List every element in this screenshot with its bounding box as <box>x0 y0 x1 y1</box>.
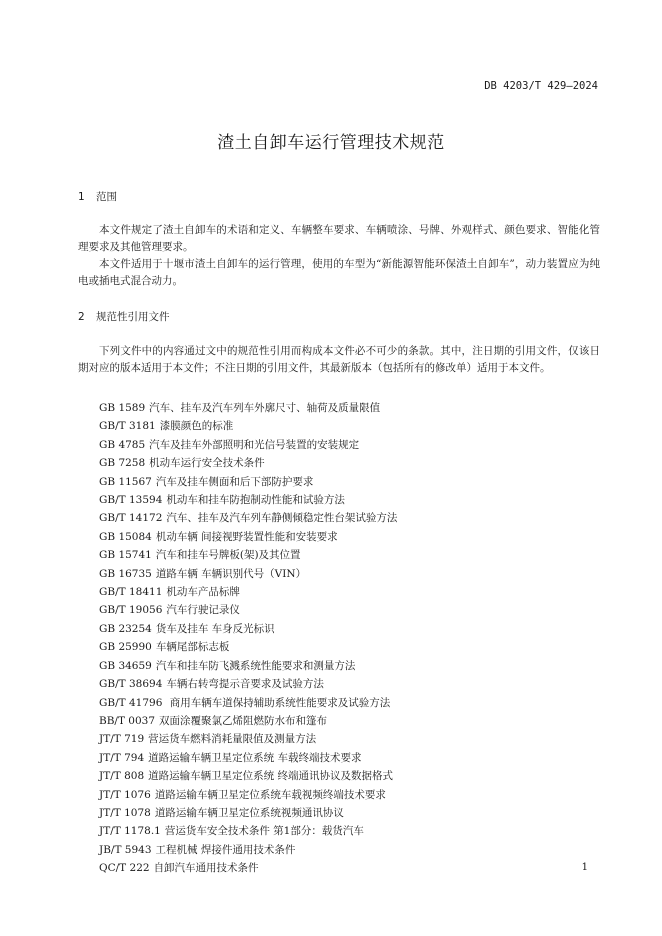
reference-code: GB/T 3181 <box>99 420 156 433</box>
reference-title: 营运货车燃料消耗量限值及测量方法 <box>148 733 317 746</box>
reference-item <box>99 565 397 583</box>
reference-title: 商用车辆车道保持辅助系统性能要求及试验方法 <box>166 696 391 709</box>
reference-code: GB 16735 <box>99 567 152 580</box>
reference-title: 汽车及挂车外部照明和光信号装置的安装规定 <box>149 438 360 451</box>
reference-title: 道路运输车辆卫星定位系统视频通讯协议 <box>154 806 344 819</box>
reference-title: 机动车和挂车防抱制动性能和试验方法 <box>166 494 345 507</box>
reference-item <box>99 767 397 785</box>
reference-title: 车辆右转弯提示音要求及试验方法 <box>166 678 324 691</box>
reference-title: 汽车行驶记录仪 <box>166 604 240 617</box>
reference-item <box>99 528 397 546</box>
reference-item <box>99 749 397 767</box>
reference-item <box>99 583 397 601</box>
reference-title: 自卸汽车通用技术条件 <box>153 862 259 875</box>
reference-title: 机动车产品标牌 <box>166 586 240 599</box>
reference-item <box>99 454 397 472</box>
page-number: 1 <box>581 862 588 873</box>
reference-item <box>99 546 397 564</box>
reference-code: GB/T 41796 <box>99 696 163 709</box>
section-2-title: 规范性引用文件 <box>96 311 170 323</box>
reference-item <box>99 620 397 638</box>
reference-code: QC/T 222 <box>99 862 150 875</box>
reference-code: JT/T 1078 <box>99 806 151 819</box>
reference-item <box>99 399 397 417</box>
reference-title: 汽车、挂车及汽车列车外廓尺寸、轴荷及质量限值 <box>149 402 381 414</box>
reference-title: 道路运输车辆卫星定位系统 车载终端技术要求 <box>148 751 362 764</box>
reference-code: GB/T 14172 <box>99 512 163 525</box>
reference-code: GB/T 18411 <box>99 586 163 599</box>
section-1-number: 1 <box>78 191 85 203</box>
reference-item <box>99 786 397 804</box>
reference-code: GB 7258 <box>99 457 146 470</box>
reference-item <box>99 491 397 509</box>
reference-code: JT/T 794 <box>99 751 145 764</box>
reference-item <box>99 473 397 491</box>
reference-title: 汽车及挂车侧面和后下部防护要求 <box>155 475 314 488</box>
reference-title: 汽车和挂车防飞溅系统性能要求和测量方法 <box>155 659 356 672</box>
reference-item <box>99 657 397 675</box>
reference-item <box>99 730 397 748</box>
reference-code: JT/T 1178.1 <box>99 825 161 838</box>
reference-title: 漆膜颜色的标准 <box>159 420 234 433</box>
section-1-paragraph-2: 本文件适用于十堰市渣土自卸车的运行管理，使用的车型为“新能源智能环保渣土自卸车”，动力装置应为纯电或插电式混合动力。 <box>78 258 600 287</box>
reference-title: 货车及挂车 车身反光标识 <box>155 622 275 635</box>
reference-item <box>99 859 397 877</box>
reference-title: 道路运输车辆卫星定位系统车载视频终端技术要求 <box>154 788 386 801</box>
reference-title: 机动车运行安全技术条件 <box>149 457 265 470</box>
reference-title: 车辆尾部标志板 <box>155 641 230 654</box>
reference-item <box>99 822 397 840</box>
reference-code: GB 15741 <box>99 549 152 562</box>
reference-code: GB 4785 <box>99 438 146 451</box>
reference-title: 道路车辆 车辆识别代号（VIN） <box>155 567 307 580</box>
reference-title: 汽车和挂车号牌板(架)及其位置 <box>155 549 301 562</box>
reference-list <box>99 399 397 878</box>
reference-code: JB/T 5943 <box>99 843 152 856</box>
reference-code: GB 34659 <box>99 659 152 672</box>
section-2-number: 2 <box>78 311 85 323</box>
reference-item <box>99 675 397 693</box>
reference-title: 营运货车安全技术条件 第1部分：载货汽车 <box>164 825 364 838</box>
reference-code: JT/T 719 <box>99 733 145 746</box>
section-2-heading <box>78 309 170 324</box>
reference-code: GB 25990 <box>99 641 152 654</box>
reference-code: GB 11567 <box>99 475 152 488</box>
reference-code: JT/T 1076 <box>99 788 151 801</box>
reference-code: GB 23254 <box>99 622 152 635</box>
reference-item <box>99 694 397 712</box>
reference-title: 道路运输车辆卫星定位系统 终端通讯协议及数据格式 <box>148 770 393 783</box>
reference-item <box>99 509 397 527</box>
reference-title: 机动车辆 间接视野装置性能和安装要求 <box>155 530 338 543</box>
reference-code: JT/T 808 <box>99 770 145 783</box>
section-2-intro: 下列文件中的内容通过文中的规范性引用而构成本文件必不可少的条款。其中，注日期的引用文件，仅该日期对应的版本适用于本文件；不注日期的引用文件，其最新版本（包括所有的修改单）适用于本文件。 <box>78 345 600 374</box>
reference-item <box>99 601 397 619</box>
reference-item <box>99 712 397 730</box>
reference-item <box>99 638 397 656</box>
reference-item <box>99 841 397 859</box>
reference-code: GB/T 13594 <box>99 494 163 507</box>
reference-code: BB/T 0037 <box>99 714 156 727</box>
reference-code: GB 1589 <box>99 402 146 414</box>
reference-item <box>99 804 397 822</box>
reference-code: GB 15084 <box>99 530 152 543</box>
section-1-paragraph-1: 本文件规定了渣土自卸车的术语和定义、车辆整车要求、车辆喷涂、号牌、外观样式、颜色要求、智能化管理要求及其他管理要求。 <box>78 224 600 253</box>
reference-code: GB/T 38694 <box>99 678 163 691</box>
reference-code: GB/T 19056 <box>99 604 163 617</box>
reference-title: 工程机械 焊接件通用技术条件 <box>155 843 296 856</box>
standard-code: DB 4203/T 429—2024 <box>484 80 598 92</box>
reference-title: 汽车、挂车及汽车列车静侧倾稳定性台架试验方法 <box>166 512 398 525</box>
section-1-heading <box>78 189 117 204</box>
reference-item <box>99 417 397 435</box>
reference-title: 双面涂覆聚氯乙烯阻燃防水布和篷布 <box>159 714 328 727</box>
section-1-title: 范围 <box>96 191 117 203</box>
reference-item <box>99 436 397 454</box>
document-title: 渣土自卸车运行管理技术规范 <box>217 133 445 153</box>
